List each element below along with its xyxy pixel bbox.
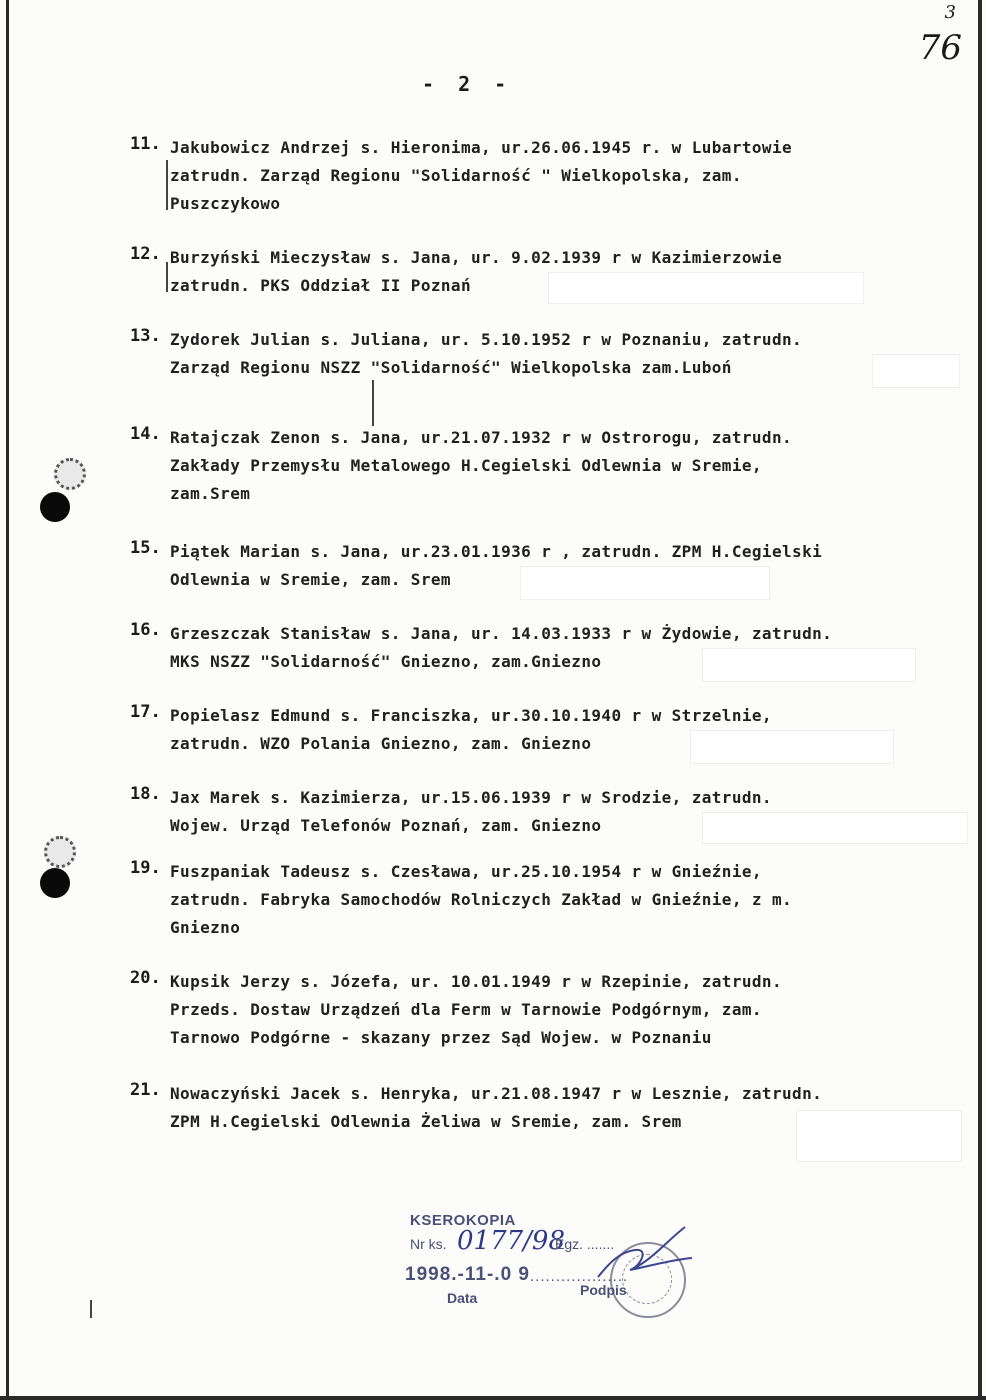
punch-hole: [40, 868, 70, 898]
margin-mark: [166, 262, 168, 292]
entry-line: Wojew. Urząd Telefonów Poznań, zam. Gniezno: [170, 816, 602, 835]
entry-line: Jakubowicz Andrzej s. Hieronima, ur.26.06.1945 r. w Lubartowie: [170, 138, 793, 157]
redaction-box: [872, 354, 960, 388]
entry-line: Piątek Marian s. Jana, ur.23.01.1936 r , zatrudn. ZPM H.Cegielski: [170, 542, 823, 561]
scan-border-bottom: [0, 1396, 986, 1400]
entry-line: Burzyński Mieczysław s. Jana, ur. 9.02.1939 r w Kazimierzowie: [170, 248, 783, 267]
scan-border-left: [6, 0, 9, 1400]
entry-number: 21.: [130, 1080, 161, 1100]
punch-hole-ring: [54, 458, 86, 490]
entry-line: Zydorek Julian s. Juliana, ur. 5.10.1952 r w Poznaniu, zatrudn.: [170, 330, 803, 349]
entry-line: Odlewnia w Sremie, zam. Srem: [170, 570, 451, 589]
entry-line: zam.Srem: [170, 484, 251, 503]
entry-line: Zarząd Regionu NSZZ "Solidarność" Wielkopolska zam.Luboń: [170, 358, 732, 377]
margin-mark: [372, 380, 374, 426]
stamp-title: KSEROKOPIA: [410, 1212, 516, 1229]
redaction-box: [796, 1110, 962, 1162]
redaction-box: [702, 648, 916, 682]
entry-number: 18.: [130, 784, 161, 804]
entry-line: Jax Marek s. Kazimierza, ur.15.06.1939 r w Srodzie, zatrudn.: [170, 788, 772, 807]
entry-line: Tarnowo Podgórne - skazany przez Sąd Wojew. w Poznaniu: [170, 1028, 712, 1047]
folio-page-number: 76: [918, 28, 962, 68]
entry-number: 20.: [130, 968, 161, 988]
punch-hole: [40, 492, 70, 522]
entry-line: Gniezno: [170, 918, 241, 937]
stamp-data-label: Data: [447, 1290, 478, 1306]
entry-line: zatrudn. WZO Polania Gniezno, zam. Gniezno: [170, 734, 592, 753]
entry-number: 11.: [130, 134, 161, 154]
entry-line: Przeds. Dostaw Urządzeń dla Ferm w Tarnowie Podgórnym, zam.: [170, 1000, 762, 1019]
margin-mark: [166, 160, 168, 210]
stamp-date: 1998.-11-.0 9: [405, 1264, 530, 1285]
entry-line: zatrudn. Zarząd Regionu "Solidarność " Wielkopolska, zam.: [170, 166, 742, 185]
entry-line: Popielasz Edmund s. Franciszka, ur.30.10.1940 r w Strzelnie,: [170, 706, 772, 725]
entry-line: ZPM H.Cegielski Odlewnia Żeliwa w Sremie, zam. Srem: [170, 1112, 682, 1131]
entry-number: 17.: [130, 702, 161, 722]
page-number: - 2 -: [422, 72, 513, 96]
redaction-box: [690, 730, 894, 764]
stamp-egz-label: Egz. .......: [555, 1236, 615, 1252]
margin-mark: [90, 1300, 92, 1318]
stamp-nr-value: 0177/98: [457, 1226, 566, 1256]
punch-hole-ring: [44, 836, 76, 868]
copy-stamp: [405, 1212, 705, 1322]
entry-line: Kupsik Jerzy s. Józefa, ur. 10.01.1949 r w Rzepinie, zatrudn.: [170, 972, 783, 991]
entry-line: Zakłady Przemysłu Metalowego H.Cegielski Odlewnia w Sremie,: [170, 456, 762, 475]
entry-line: Fuszpaniak Tadeusz s. Czesława, ur.25.10.1954 r w Gnieźnie,: [170, 862, 762, 881]
folio-small-number: 3: [944, 2, 956, 23]
entry-number: 15.: [130, 538, 161, 558]
entry-line: Nowaczyński Jacek s. Henryka, ur.21.08.1947 r w Lesznie, zatrudn.: [170, 1084, 823, 1103]
redaction-box: [548, 272, 864, 304]
entry-line: Grzeszczak Stanisław s. Jana, ur. 14.03.1933 r w Żydowie, zatrudn.: [170, 624, 833, 643]
entry-line: zatrudn. PKS Oddział II Poznań: [170, 276, 471, 295]
stamp-nr-label: Nr ks.: [410, 1236, 447, 1252]
redaction-box: [702, 812, 968, 844]
redaction-box: [520, 566, 770, 600]
entry-number: 13.: [130, 326, 161, 346]
entry-number: 14.: [130, 424, 161, 444]
entry-line: Ratajczak Zenon s. Jana, ur.21.07.1932 r w Ostrorogu, zatrudn.: [170, 428, 793, 447]
entry-line: Puszczykowo: [170, 194, 281, 213]
entry-number: 16.: [130, 620, 161, 640]
entry-line: zatrudn. Fabryka Samochodów Rolniczych Zakład w Gnieźnie, z m.: [170, 890, 793, 909]
entry-line: MKS NSZZ "Solidarność" Gniezno, zam.Gniezno: [170, 652, 602, 671]
entry-number: 19.: [130, 858, 161, 878]
stamp-dotted-line: ...................: [530, 1268, 629, 1285]
scan-border-right: [978, 0, 982, 1400]
stamp-podpis-label: Podpis: [580, 1282, 627, 1298]
entry-number: 12.: [130, 244, 161, 264]
